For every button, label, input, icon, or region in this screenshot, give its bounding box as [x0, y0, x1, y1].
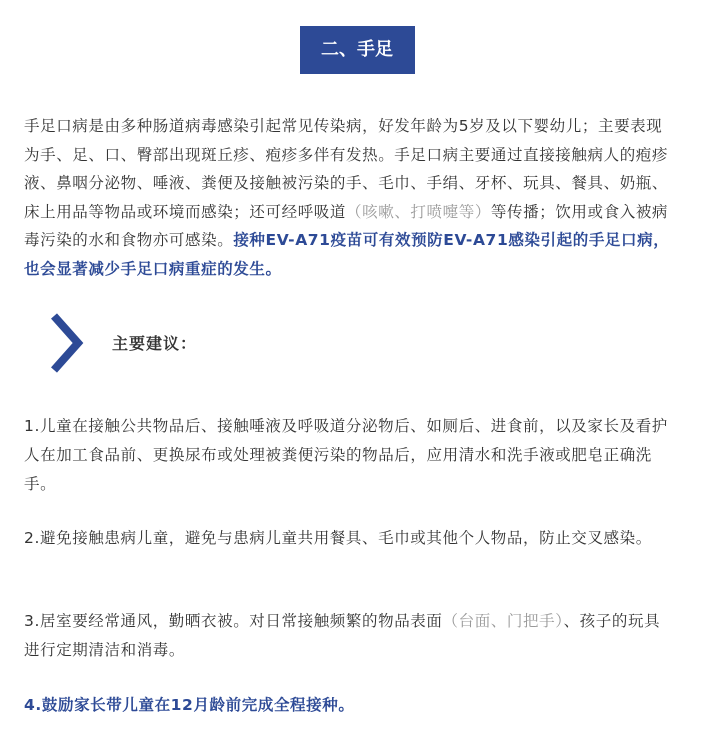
intro-text-1: 手足口病是由多种肠道病毒感染引起常见传染病，好发年龄为5岁及以下婴幼儿；主要表现为手、足、口、臀部出现斑丘疹、疱疹多伴有发热。手足口病主要通过直接接触病人的疱疹液、鼻咽分泌物、唾液、粪便及接触被污染的手、毛巾、手绢、牙杯、玩具、餐具、奶瓶、床上用品等物品或环境而感染；还可经呼吸道	[24, 117, 669, 221]
recommendation-1: 1.儿童在接触公共物品后、接触唾液及呼吸道分泌物后、如厕后、进食前，以及家长及看护人在加工食品前、更换尿布或处理被粪便污染的物品后，应用清水和洗手液或肥皂正确洗手。	[24, 417, 668, 493]
intro-text-2: 等传播；饮用或食入被病毒污染的水和食物亦可感染。	[24, 202, 669, 249]
chevron-right-icon	[46, 312, 86, 374]
recommendation-3-text-1: 3.居室要经常通风，勤晒衣被。对日常接触频繁的物品表面	[24, 612, 443, 630]
recommendation-3-muted-note: （台面、门把手）	[442, 612, 564, 630]
intro-emphasis: 接种EV-A71疫苗可有效预防EV-A71感染引起的手足口病，也会显著减少手足口病重症的发生。	[24, 231, 670, 278]
recommendation-4: 4.鼓励家长带儿童在12月龄前完成全程接种。	[24, 696, 355, 714]
advice-heading-block	[46, 312, 346, 374]
intro-paragraph	[24, 112, 674, 283]
section-title-wrapper	[0, 26, 714, 107]
section-title: 二、手足口病	[300, 26, 415, 74]
intro-muted-note: （咳嗽、打喷嚏等）	[346, 202, 491, 221]
recommendation-3	[24, 607, 674, 665]
recommendation-2: 2.避免接触患病儿童，避免与患病儿童共用餐具、毛巾或其他个人物品，防止交叉感染。	[24, 529, 652, 547]
advice-heading: 主要建议：	[112, 334, 198, 353]
recommendation-3-text-2: 、孩子的玩具进行定期清洁和消毒。	[24, 612, 661, 659]
